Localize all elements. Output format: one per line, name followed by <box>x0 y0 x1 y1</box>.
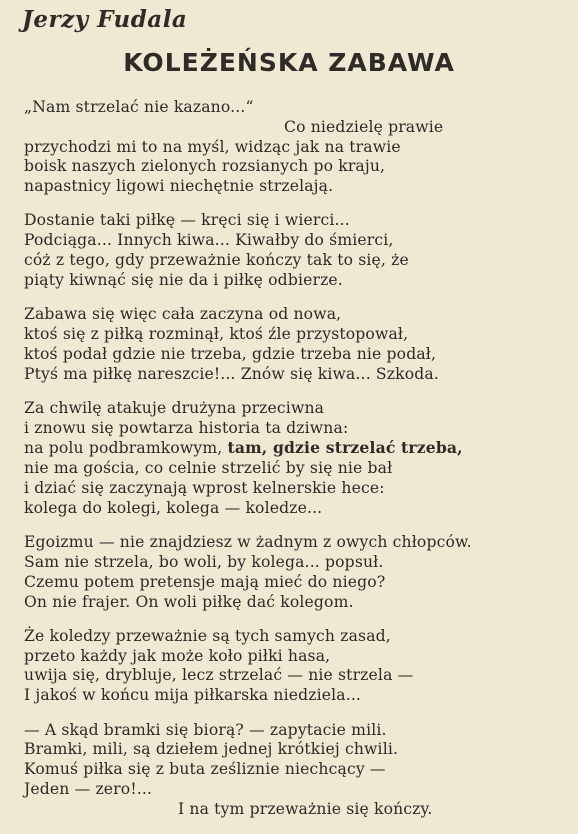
poem-line: i dziać się zaczynają wprost kelnerskie hece: <box>24 479 385 498</box>
stanza-4 <box>24 399 572 519</box>
stanza-6 <box>24 627 572 706</box>
stanza-3 <box>24 305 572 384</box>
author-signature: Jerzy Fudala <box>22 6 188 33</box>
poem-line: I jakoś w końcu mija piłkarska niedziela... <box>24 686 362 705</box>
stanza-7 <box>24 721 572 820</box>
poem-line: Jeden — zero!... <box>24 779 153 798</box>
poem-line: Bramki, mili, są dziełem jednej krótkiej chwili. <box>24 740 399 759</box>
poem-line: ktoś podał gdzie nie trzeba, gdzie trzeba nie podał, <box>24 344 437 363</box>
poem-line: Ptyś ma piłkę nareszcie!... Znów się kiwa... Szkoda. <box>24 364 439 383</box>
poem-line: Że koledzy przeważnie są tych samych zasad, <box>24 626 391 645</box>
poem-line: Sam nie strzela, bo woli, by kolega... popsuł. <box>24 552 384 571</box>
poem-line: Dostanie taki piłkę — kręci się i wierci... <box>24 211 350 230</box>
poem-line: On nie frajer. On woli piłkę dać kolegom. <box>24 592 354 611</box>
poem-line: cóż z tego, gdy przeważnie kończy tak to się, że <box>24 251 409 270</box>
poem-line: kolega do kolegi, kolega — koledze... <box>24 498 323 517</box>
poem-line: przychodzi mi to na myśl, widząc jak na trawie <box>24 137 401 156</box>
poem-line: „Nam strzelać nie kazano...“ <box>24 98 254 116</box>
stanza-5 <box>24 533 572 612</box>
emphasized-phrase: tam, gdzie strzelać trzeba, <box>227 438 463 458</box>
poem-line: — A skąd bramki się biorą? — zapytacie mili. <box>24 720 387 739</box>
poem-line: Egoizmu — nie znajdziesz w żadnym z owych chłopców. <box>24 533 472 552</box>
poem-line <box>24 438 572 459</box>
poem-line-part: na polu podbramkowym, <box>24 439 223 458</box>
poem-line: Komuś piłka się z buta ześliznie niechcący — <box>24 760 386 779</box>
poem-line: Podciąga... Innych kiwa... Kiwałby do śmierci, <box>24 231 394 250</box>
poem-line: nie ma gościa, co celnie strzelić by się nie bał <box>24 459 393 478</box>
poem-line: I na tym przeważnie się kończy. <box>178 799 433 818</box>
poem-line: Czemu potem pretensje mają mieć do niego? <box>24 572 386 591</box>
stanza-2 <box>24 211 572 290</box>
poem-body <box>24 98 572 834</box>
poem-line: boisk naszych zielonych rozsianych po kraju, <box>24 157 386 176</box>
poem-line: piąty kiwnąć się nie da i piłkę odbierze. <box>24 270 343 289</box>
stanza-1 <box>24 98 572 197</box>
poem-title: KOLEŻEŃSKA ZABAWA <box>123 48 455 77</box>
poem-line: Co niedzielę prawie <box>284 117 444 136</box>
poem-line: ktoś się z piłką rozminął, ktoś źle przystopował, <box>24 324 409 343</box>
poem-line: Za chwilę atakuje drużyna przeciwna <box>24 398 325 417</box>
poem-line: Zabawa się więc cała zaczyna od nowa, <box>24 305 342 324</box>
poem-line: i znowu się powtarza historia ta dziwna: <box>24 418 349 437</box>
poem-line: uwija się, drybluje, lecz strzelać — nie strzela — <box>24 666 414 685</box>
poem-line: napastnicy ligowi niechętnie strzelają. <box>24 177 334 196</box>
poem-line: przeto każdy jak może koło piłki hasa, <box>24 646 331 665</box>
